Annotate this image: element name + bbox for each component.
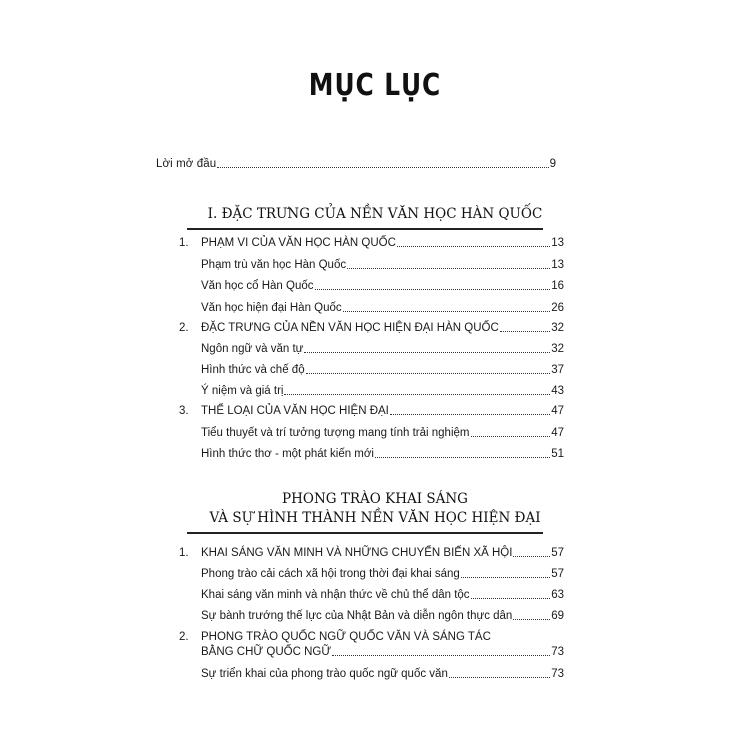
toc-entry-label-continued: BẰNG CHỮ QUỐC NGỮ [201,646,332,658]
toc-entry-page: 51 [551,448,564,460]
toc-entry-page: 47 [551,427,564,439]
toc-entry [201,301,564,315]
toc-entry-label: KHAI SÁNG VĂN MINH VÀ NHỮNG CHUYỂN BIẾN XÃ HỘI [201,547,513,559]
toc-entry-label: PHONG TRÀO QUỐC NGỮ QUỐC VĂN VÀ SÁNG TÁC [201,631,491,643]
toc-entry [201,279,564,293]
leader-dots [513,610,550,620]
toc-entry [201,667,564,681]
toc-entry-number: 2. [179,322,189,334]
toc-entry-page: 73 [551,668,564,680]
toc-entry-page: 13 [551,237,564,249]
toc-entry-label: Khai sáng văn minh và nhận thức về chủ thể dân tộc [201,589,470,601]
toc-entry-label: Phong trào cải cách xã hội trong thời đại khai sáng [201,568,460,580]
toc-entry-page: 57 [551,568,564,580]
toc-entry-page: 63 [551,589,564,601]
toc-entry-number: 2. [179,631,189,643]
toc-entry-label: Tiểu thuyết và trí tưởng tượng mang tính trải nghiệm [201,427,470,439]
toc-entry [201,567,564,581]
leader-dots [332,646,550,656]
toc-entry-label: Hình thức thơ - một phát kiến mới [201,448,374,460]
toc-entry-page: 13 [551,259,564,271]
toc-entry-page: 9 [549,158,556,170]
toc-entry [179,546,564,560]
toc-entry-page: 32 [551,322,564,334]
toc-entry [201,384,564,398]
toc-entry-intro [156,157,556,171]
toc-entry-label: Lời mở đầu [156,158,217,170]
toc-entry-page: 43 [551,385,564,397]
toc-page [120,0,630,750]
section-divider [187,228,543,230]
leader-dots [284,385,550,395]
leader-dots [471,589,551,599]
toc-entry [201,342,564,356]
toc-entry-number: 1. [179,237,189,249]
toc-entry-label: Sự triển khai của phong trào quốc ngữ quốc văn [201,668,448,680]
toc-entry [201,258,564,272]
toc-entry [179,404,564,418]
leader-dots [315,280,551,290]
leader-dots [306,364,551,374]
leader-dots [347,259,550,269]
toc-entry-label: ĐẶC TRƯNG CỦA NỀN VĂN HỌC HIỆN ĐẠI HÀN QUỐC [201,322,499,334]
page-title: MỤC LỤC [308,68,442,103]
toc-entry [201,588,564,602]
leader-dots [449,668,550,678]
toc-entry-page: 69 [551,610,564,622]
toc-entry-number: 3. [179,405,189,417]
toc-entry-page: 57 [551,547,564,559]
toc-entry-label: Phạm trù văn học Hàn Quốc [201,259,347,271]
toc-entry-label: Ngôn ngữ và văn tự [201,343,304,355]
toc-entry-label: Văn học cổ Hàn Quốc [201,280,314,292]
toc-entry [179,630,564,644]
toc-entry [179,321,564,335]
leader-dots [500,322,550,332]
section-heading-part2-line1: PHONG TRÀO KHAI SÁNG [282,491,468,507]
toc-entry-label: Hình thức và chế độ [201,364,305,376]
leader-dots [397,237,550,247]
toc-entry-page: 16 [551,280,564,292]
toc-entry [179,236,564,250]
toc-entry-page: 26 [551,302,564,314]
toc-entry-page: 73 [551,646,564,658]
toc-entry-label: Ý niệm và giá trị [201,385,284,397]
toc-entry-page: 32 [551,343,564,355]
toc-entry-page: 37 [551,364,564,376]
section-heading-part2-line2: VÀ SỰ HÌNH THÀNH NỀN VĂN HỌC HIỆN ĐẠI [209,510,541,526]
leader-dots [375,448,550,458]
toc-entry-label: Sự bành trướng thế lực của Nhật Bản và diễn ngôn thực dân [201,610,513,622]
toc-entry [201,609,564,623]
leader-dots [471,427,551,437]
toc-entry-label: PHẠM VI CỦA VĂN HỌC HÀN QUỐC [201,237,396,249]
leader-dots [513,547,550,557]
toc-entry [201,363,564,377]
toc-entry-label: Văn học hiện đại Hàn Quốc [201,302,342,314]
toc-entry-label: THỂ LOẠI CỦA VĂN HỌC HIỆN ĐẠI [201,405,389,417]
leader-dots [217,158,548,168]
toc-entry-number: 1. [179,547,189,559]
toc-entry [201,426,564,440]
leader-dots [461,568,550,578]
leader-dots [390,405,550,415]
toc-entry-page: 47 [551,405,564,417]
leader-dots [343,302,551,312]
section-divider [187,532,543,534]
toc-entry [201,447,564,461]
section-heading-part1: I. ĐẶC TRƯNG CỦA NỀN VĂN HỌC HÀN QUỐC [207,206,543,222]
toc-entry [201,645,564,659]
leader-dots [304,343,550,353]
